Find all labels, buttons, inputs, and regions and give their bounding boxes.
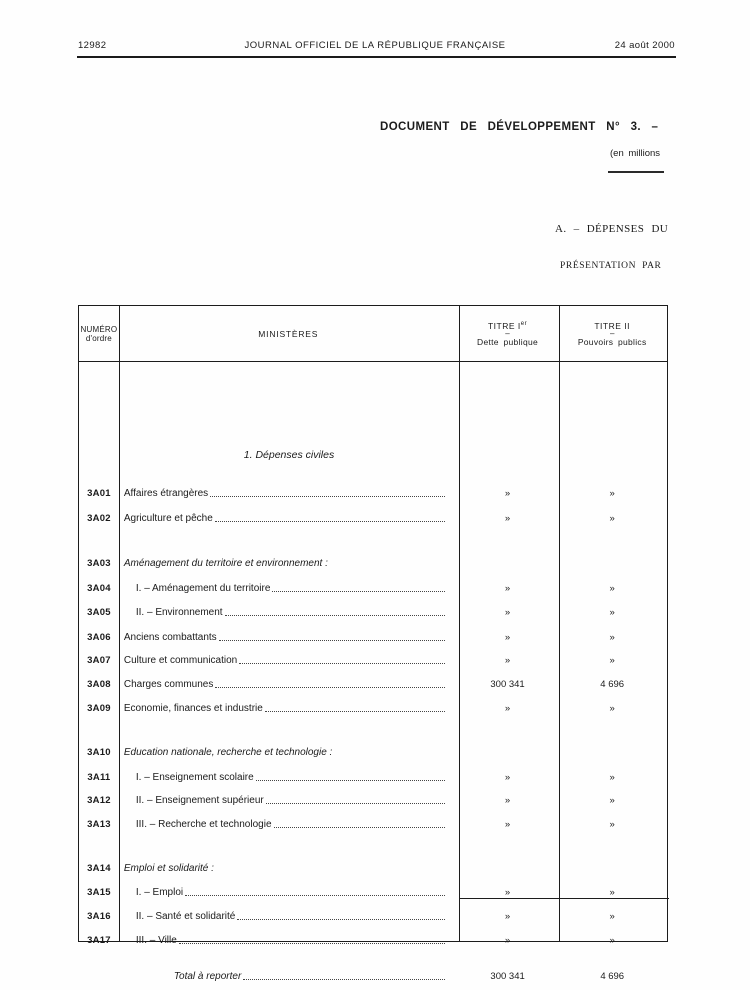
total-row-label-cell	[119, 969, 458, 984]
row-value-titre1: »	[504, 795, 511, 806]
row-label-cell	[119, 701, 458, 716]
row-value-titre2: 4 696	[600, 679, 625, 690]
row-value-titre1: »	[504, 887, 511, 898]
row-value-titre2: »	[609, 911, 615, 922]
col-header-titre1-name: TITRE Ier	[487, 320, 528, 331]
row-num: 3A14	[87, 863, 111, 874]
row-label-cell	[119, 677, 458, 692]
col-header-titre2	[557, 306, 667, 361]
row-label: II. – Environnement	[135, 607, 223, 618]
row-num: 3A10	[87, 747, 111, 758]
row-value-titre2: »	[609, 772, 615, 783]
table-row	[79, 556, 667, 571]
row-value-titre1: »	[504, 703, 511, 714]
row-num: 3A12	[87, 795, 111, 806]
row-num: 3A03	[87, 558, 111, 569]
row-value-titre2	[557, 745, 667, 760]
row-value-titre1: »	[504, 488, 511, 499]
table-row	[79, 770, 667, 785]
table-row	[79, 653, 667, 668]
dot-leader	[215, 511, 445, 522]
row-value-titre1: »	[504, 819, 511, 830]
row-label: Economie, finances et industrie	[123, 703, 263, 714]
dot-leader	[225, 605, 445, 616]
dot-leader	[179, 933, 445, 944]
dot-leader	[274, 817, 445, 828]
table-row	[79, 933, 667, 948]
row-label-cell	[119, 486, 458, 501]
total-label: Total à reporter	[173, 971, 242, 982]
col-header-titre2-subtitle: Pouvoirs publics	[577, 336, 647, 347]
header-rule	[77, 56, 676, 58]
dot-leader	[185, 885, 445, 896]
row-label: III. – Ville	[135, 935, 177, 946]
row-value-titre1: »	[504, 583, 511, 594]
table-row	[79, 486, 667, 501]
table-row	[79, 745, 667, 760]
col-header-titre2-name: TITRE II	[594, 320, 630, 331]
row-value-titre2	[557, 556, 667, 571]
page-number: 12982	[78, 40, 107, 51]
row-num: 3A17	[87, 935, 111, 946]
row-value-titre2: »	[609, 703, 615, 714]
row-label-cell	[119, 770, 458, 785]
col-header-numero-line2: d'ordre	[85, 333, 112, 343]
table-body	[79, 361, 667, 982]
table-row	[79, 817, 667, 832]
dot-leader	[215, 677, 444, 688]
row-value-titre2: »	[609, 488, 615, 499]
dot-leader	[256, 770, 445, 781]
journal-date: 24 août 2000	[614, 40, 675, 51]
row-value-titre1: »	[504, 655, 511, 666]
row-label: I. – Aménagement du territoire	[135, 583, 271, 594]
row-num: 3A04	[87, 583, 111, 594]
row-label-cell	[119, 817, 458, 832]
table-header-row	[79, 306, 667, 361]
row-label-cell	[119, 861, 458, 876]
row-label-cell	[119, 933, 458, 948]
row-num: 3A15	[87, 887, 111, 898]
row-value-titre1	[458, 556, 558, 571]
table-row	[79, 909, 667, 924]
row-value-titre2: »	[609, 583, 615, 594]
row-label-cell	[119, 581, 458, 596]
row-label-cell	[119, 885, 458, 900]
row-value-titre2: »	[609, 632, 615, 643]
total-value-titre2: 4 696	[600, 971, 625, 982]
row-value-titre2: »	[609, 935, 615, 946]
subtitle-rule	[608, 171, 664, 173]
budget-table	[78, 305, 668, 982]
table-row	[79, 511, 667, 526]
row-num: 3A02	[87, 513, 111, 524]
row-value-titre1: »	[504, 607, 511, 618]
row-label: I. – Enseignement scolaire	[135, 772, 254, 783]
row-num: 3A11	[87, 772, 111, 783]
row-value-titre2: »	[609, 795, 615, 806]
row-label: III. – Recherche et technologie	[135, 819, 272, 830]
row-label-cell	[119, 653, 458, 668]
row-value-titre1: 300 341	[490, 679, 525, 690]
col-header-numero-line1: NUMÉRO	[80, 324, 118, 334]
total-row-num	[79, 969, 119, 984]
row-num: 3A13	[87, 819, 111, 830]
row-label: Charges communes	[123, 679, 214, 690]
row-label: Anciens combattants	[123, 632, 217, 643]
row-label: Culture et communication	[123, 655, 238, 666]
col-header-numero	[79, 306, 119, 361]
row-label-cell	[119, 745, 458, 760]
row-num: 3A07	[87, 655, 111, 666]
col-header-titre1	[458, 306, 558, 361]
row-label: I. – Emploi	[135, 887, 184, 898]
row-label: Agriculture et pêche	[123, 513, 213, 524]
row-label-cell	[119, 630, 458, 645]
row-value-titre1: »	[504, 935, 511, 946]
document-title: DOCUMENT DE DÉVELOPPEMENT N° 3. –	[380, 121, 659, 133]
row-label-cell	[119, 793, 458, 808]
en-millions-note: (en millions	[610, 148, 661, 159]
dot-leader	[239, 653, 444, 664]
row-label-cell	[119, 556, 458, 571]
row-value-titre1	[458, 745, 558, 760]
row-num: 3A16	[87, 911, 111, 922]
total-row	[79, 969, 667, 984]
dot-leader	[237, 909, 444, 920]
row-label-cell	[119, 511, 458, 526]
row-value-titre2	[557, 861, 667, 876]
row-value-titre1: »	[504, 772, 511, 783]
row-num: 3A05	[87, 607, 111, 618]
dot-leader	[210, 486, 445, 497]
row-label-cell	[119, 605, 458, 620]
presentation-heading: PRÉSENTATION PAR	[560, 261, 662, 271]
col-header-titre1-subtitle: Dette publique	[477, 336, 539, 347]
row-label: II. – Enseignement supérieur	[135, 795, 264, 806]
dot-leader	[243, 969, 444, 980]
dot-leader	[266, 793, 445, 804]
row-value-titre1: »	[504, 513, 511, 524]
section-a-heading: A. – DÉPENSES DU	[555, 223, 669, 235]
table-row	[79, 605, 667, 620]
table-row	[79, 793, 667, 808]
row-label: Aménagement du territoire et environnement :	[123, 558, 328, 569]
row-value-titre2: »	[609, 607, 615, 618]
running-head	[0, 40, 750, 54]
table-row	[79, 861, 667, 876]
table-row	[79, 701, 667, 716]
journal-title: JOURNAL OFFICIEL DE LA RÉPUBLIQUE FRANÇAISE	[244, 40, 506, 51]
table-row	[79, 885, 667, 900]
dot-leader	[272, 581, 444, 592]
row-num: 3A08	[87, 679, 111, 690]
row-label: II. – Santé et solidarité	[135, 911, 236, 922]
row-label: Emploi et solidarité :	[123, 863, 214, 874]
col-header-titre1-dash: –	[505, 328, 510, 338]
row-num: 3A09	[87, 703, 111, 714]
row-num: 3A01	[87, 488, 111, 499]
total-value-titre1: 300 341	[490, 971, 525, 982]
row-value-titre2: »	[609, 513, 615, 524]
dot-leader	[219, 630, 445, 641]
col-header-ministeres	[119, 306, 458, 361]
table-row	[79, 630, 667, 645]
table-row	[79, 677, 667, 692]
col-header-ministeres-label: MINISTÈRES	[258, 328, 319, 339]
row-value-titre1	[458, 861, 558, 876]
row-value-titre2: »	[609, 887, 615, 898]
table-section-heading: 1. Dépenses civiles	[243, 449, 335, 461]
row-value-titre2: »	[609, 655, 615, 666]
col-header-titre2-dash: –	[609, 328, 615, 338]
row-value-titre2: »	[609, 819, 615, 830]
row-label: Education nationale, recherche et technologie :	[123, 747, 333, 758]
table-row	[79, 581, 667, 596]
row-num: 3A06	[87, 632, 111, 643]
row-label-cell	[119, 909, 458, 924]
row-label: Affaires étrangères	[123, 488, 209, 499]
row-value-titre1: »	[504, 632, 511, 643]
dot-leader	[265, 701, 445, 712]
row-value-titre1: »	[504, 911, 511, 922]
